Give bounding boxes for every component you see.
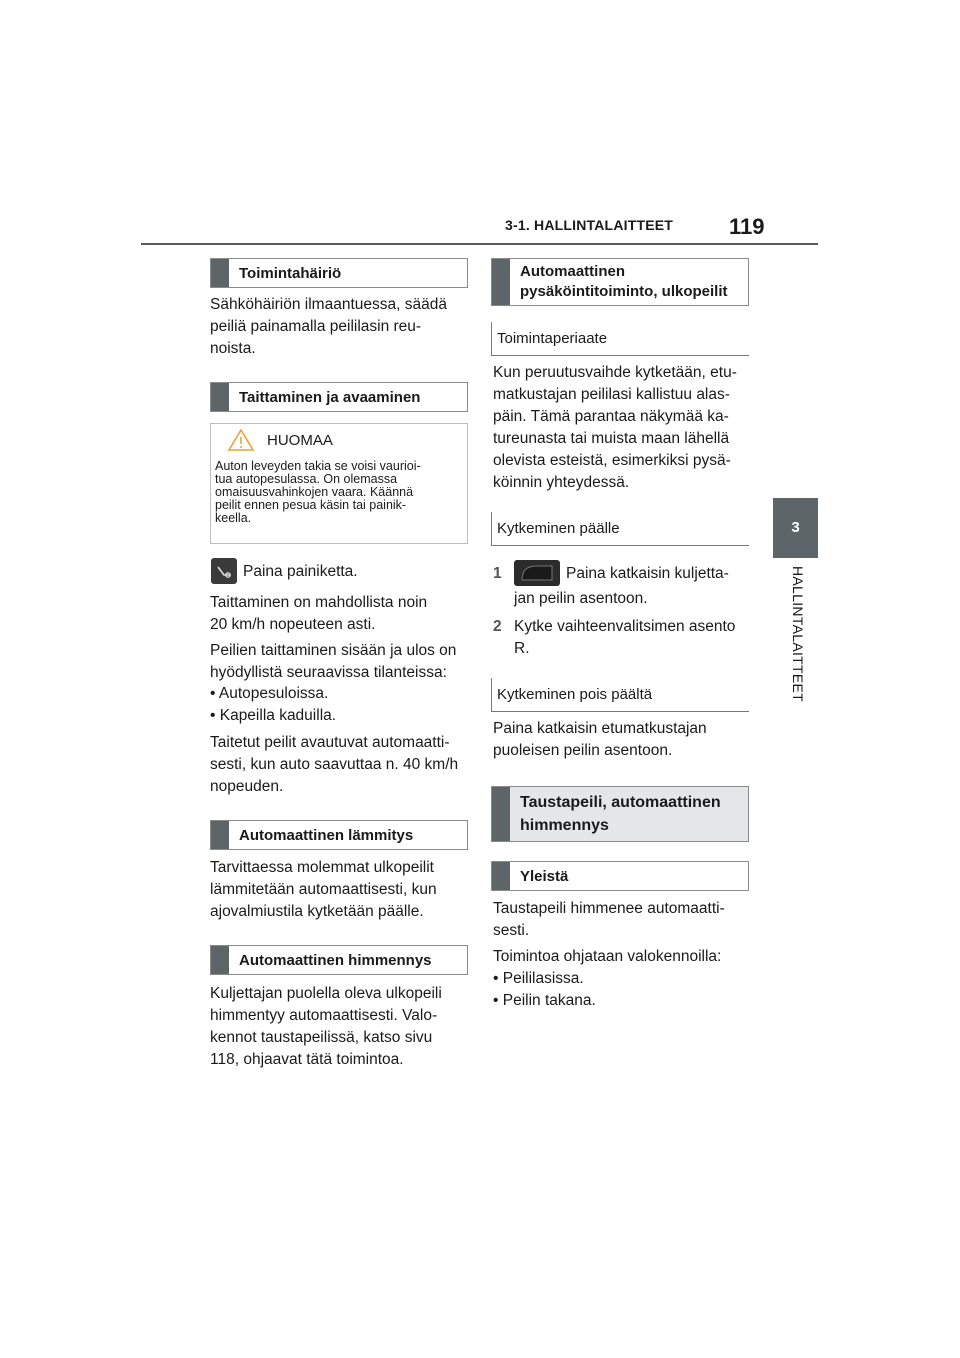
subheading-kytkeminen-pois: Kytkeminen pois päältä <box>491 678 749 712</box>
warning-icon <box>227 428 255 452</box>
paragraph-toimintaperiaate: Kun peruutusvaihde kytketään, etu- matkustajan peililasi kallistuu alas- päin. Tämä parantaa näkymää ka- tureunasta tai muista maan lähellä olevista esteistä, esimerkiksi pysä- köinnin yhteydessä. <box>493 364 737 491</box>
paragraph-taustapeili: Taustapeili himmenee automaatti- sesti. <box>493 900 725 939</box>
page-number: 119 <box>729 214 765 239</box>
header-divider <box>141 243 818 245</box>
paragraph-himmennys: Kuljettajan puolella oleva ulkopeili himmentyy automaattisesti. Valo- kennot taustapeilissä, katso sivu 118, ohjaavat tätä toimintoa. <box>210 985 442 1068</box>
step-number: 1 <box>493 565 502 582</box>
list-item: • Autopesuloissa. <box>210 685 329 702</box>
chapter-tab-label: HALLINTALAITTEET <box>790 566 806 703</box>
subheading-toimintaperiaate: Toimintaperiaate <box>491 322 749 356</box>
notice-text: Auton leveyden takia se voisi vaurioi- tua autopesulassa. On olemassa omaisuusvahinkojen vaara. Käännä peilit ennen pesua käsin tai painik- keella. <box>215 459 421 525</box>
notice-box <box>210 423 468 544</box>
list-item: • Kapeilla kaduilla. <box>210 707 337 724</box>
paragraph-toimintahairio: Sähköhäiriön ilmaantuessa, säädä peiliä painamalla peililasin reu- noista. <box>210 296 447 357</box>
fold-mirror-button-icon <box>211 558 237 584</box>
notice-title: HUOMAA <box>267 432 333 449</box>
step2-text: Kytke vaihteenvalitsimen asento R. <box>514 618 736 657</box>
paragraph-kytkeminen-pois: Paina katkaisin etumatkustajan puoleisen peilin asentoon. <box>493 720 707 759</box>
section-heading-yleista: Yleistä <box>491 861 749 891</box>
chapter-title: 3-1. HALLINTALAITTEET <box>505 217 674 233</box>
subheading-kytkeminen-paalle: Kytkeminen päälle <box>491 512 749 546</box>
paragraph-valokennot: Toimintoa ohjataan valokennoilla: <box>493 948 722 965</box>
section-heading-toimintahairio: Toimintahäiriö <box>210 258 468 288</box>
section-heading-himmennys: Automaattinen himmennys <box>210 945 468 975</box>
chapter-tab-number: 3 <box>773 498 818 558</box>
section-heading-lammitys: Automaattinen lämmitys <box>210 820 468 850</box>
section-heading-taittaminen: Taittaminen ja avaaminen <box>210 382 468 412</box>
mirror-switch-icon <box>514 560 560 586</box>
paragraph-taittaminen-use: Peilien taittaminen sisään ja ulos on hyödyllistä seuraavissa tilanteissa: <box>210 642 457 681</box>
list-taittaminen <box>210 683 336 727</box>
section-heading-pysakointi: Automaattinen pysäköintitoiminto, ulkopeilit <box>491 258 749 306</box>
list-item: • Peililasissa. <box>493 970 584 987</box>
press-button-text: Paina painiketta. <box>243 563 358 580</box>
step1-text: Paina katkaisin kuljetta- <box>566 565 729 582</box>
section-heading-taustapeili: Taustapeili, automaattinen himmennys <box>491 786 749 842</box>
list-item: • Peilin takana. <box>493 992 596 1009</box>
list-valokennot <box>493 968 596 1012</box>
paragraph-lammitys: Tarvittaessa molemmat ulkopeilit lämmitetään automaattisesti, kun ajovalmiustila kytketään päälle. <box>210 859 437 920</box>
paragraph-taittaminen-auto: Taitetut peilit avautuvat automaatti- sesti, kun auto saavuttaa n. 40 km/h nopeuden. <box>210 734 459 795</box>
paragraph-taittaminen-speed: Taittaminen on mahdollista noin 20 km/h nopeuteen asti. <box>210 594 428 633</box>
step1-text-cont: jan peilin asentoon. <box>514 590 648 607</box>
step-number: 2 <box>493 618 502 635</box>
